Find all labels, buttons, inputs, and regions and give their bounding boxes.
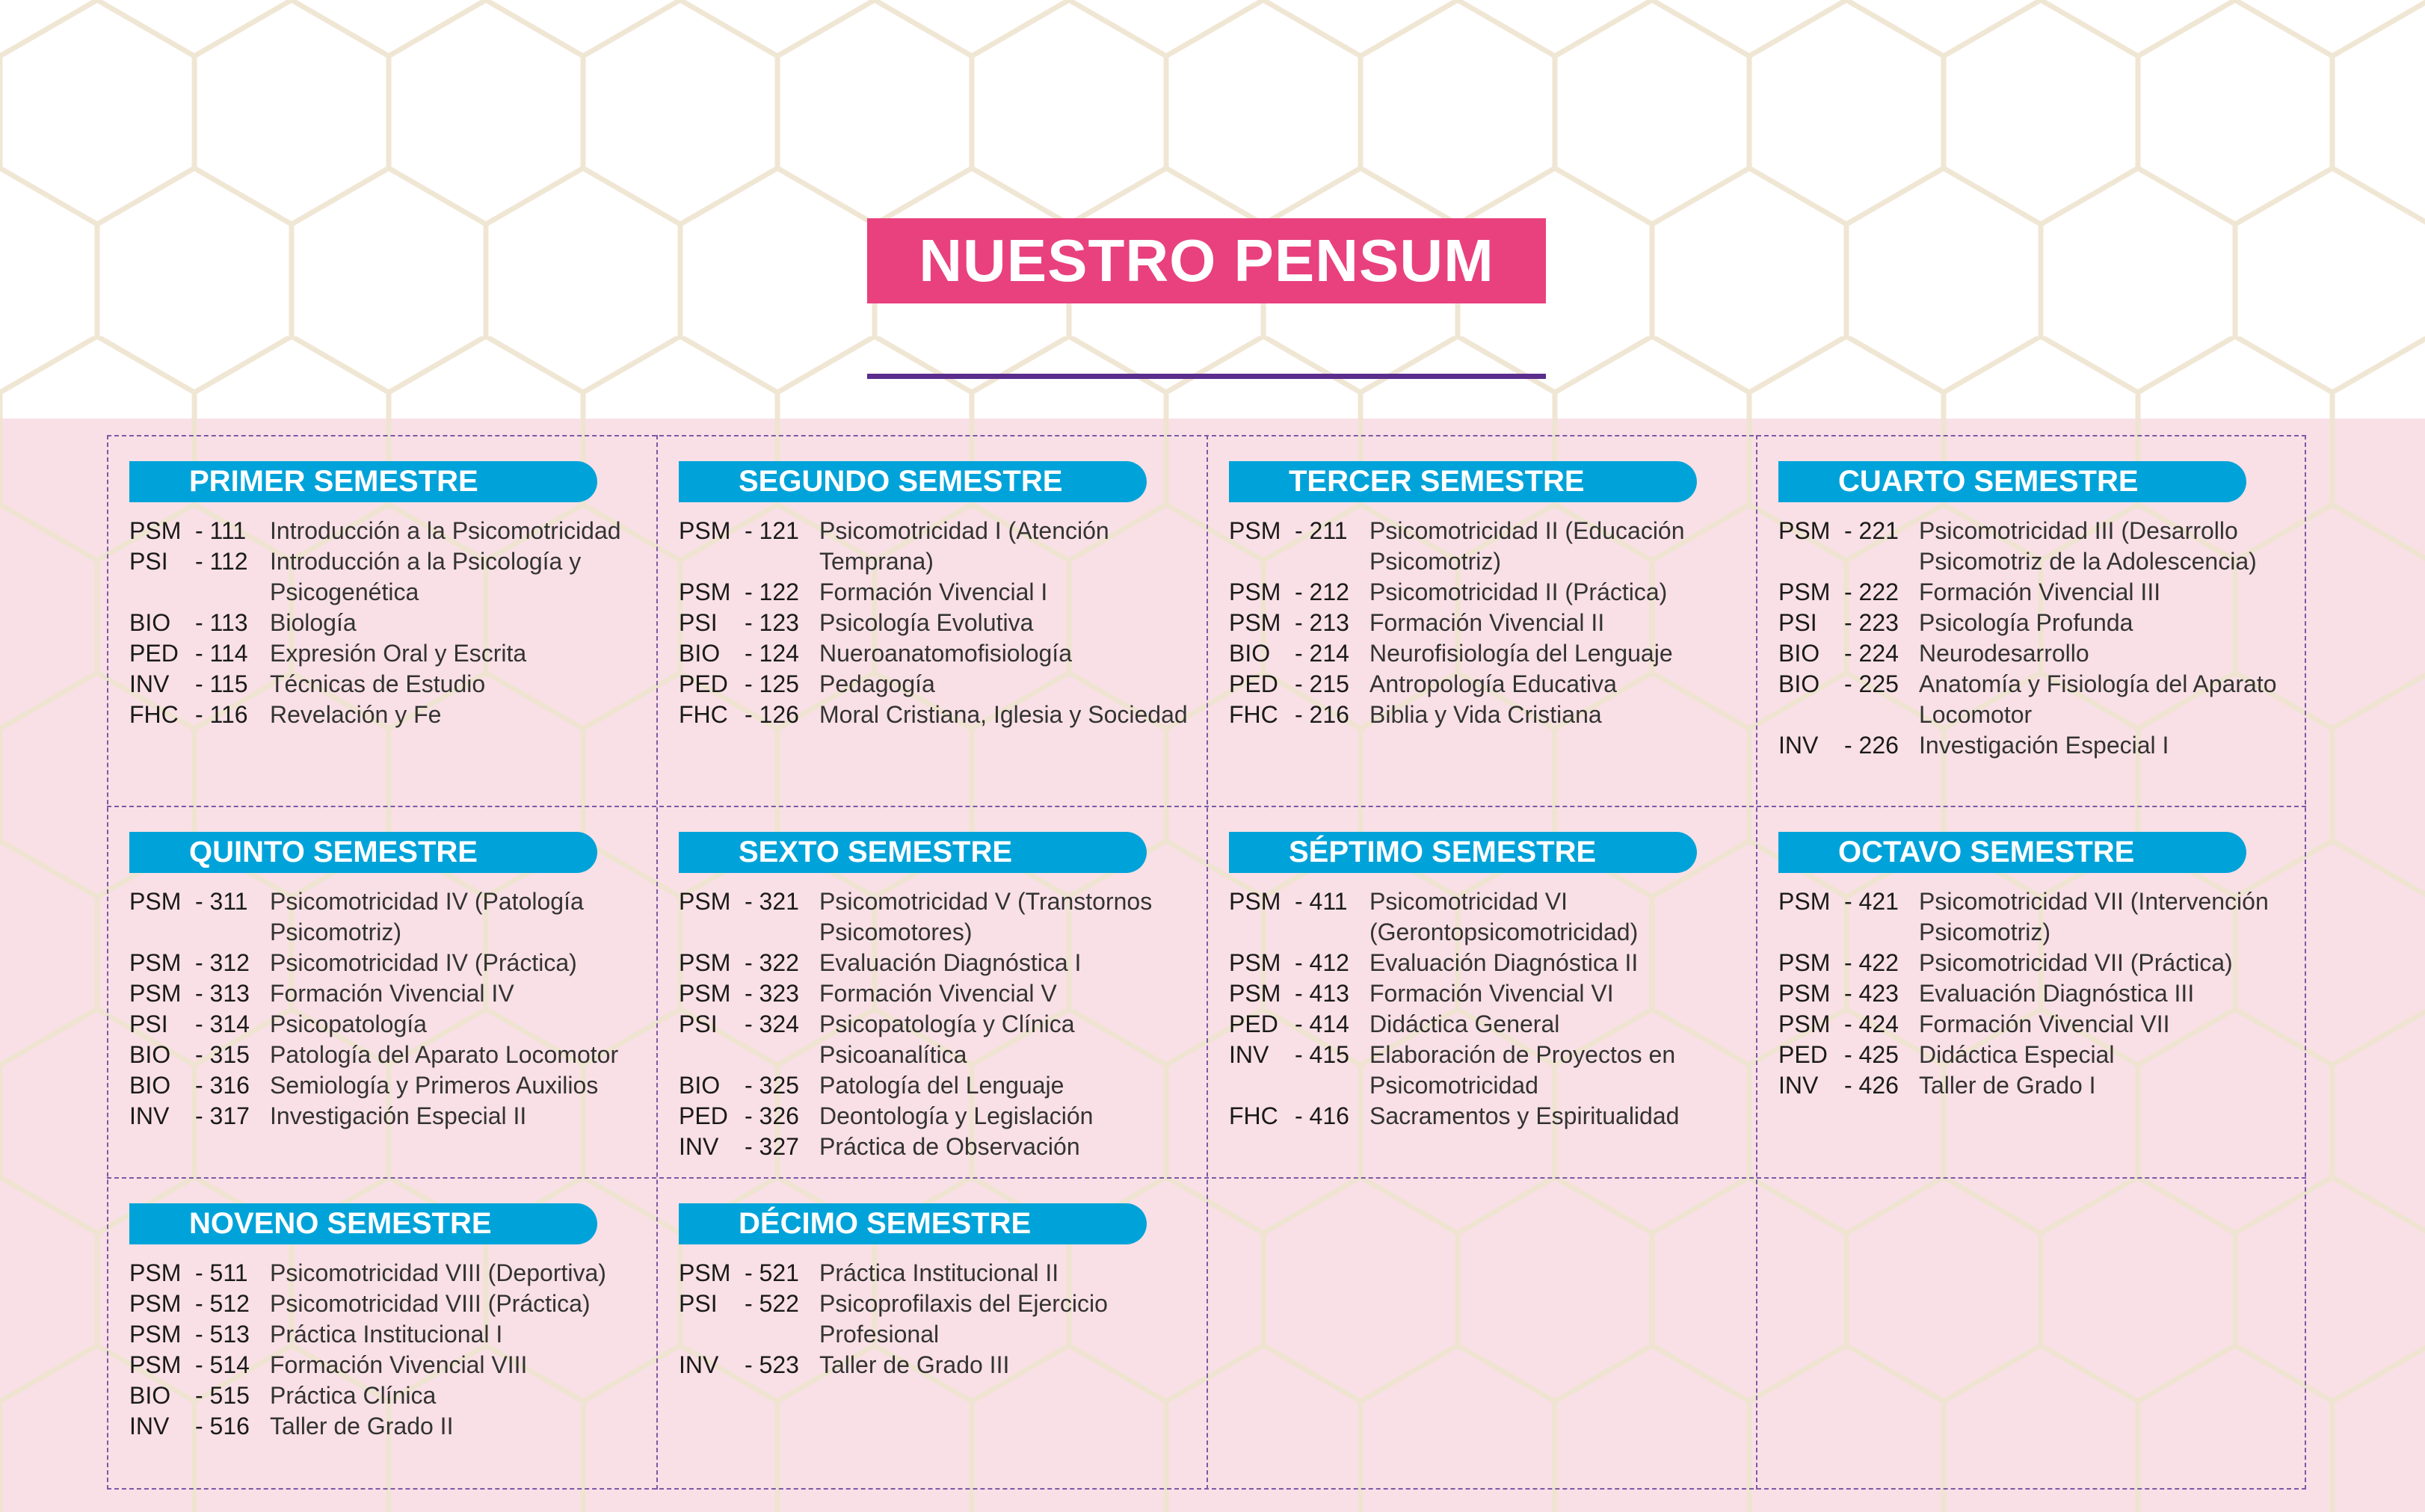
grid-divider-col-1	[656, 435, 658, 1490]
course-row	[1229, 978, 1745, 1009]
course-number: - 324	[745, 1010, 799, 1037]
course-row	[129, 1040, 645, 1070]
course-code: PSM	[1229, 517, 1281, 544]
course-row	[1778, 1009, 2294, 1040]
course-code: PSI	[1778, 609, 1817, 636]
course-name: Introducción a la Psicomotricidad	[270, 517, 621, 544]
course-number: - 515	[195, 1382, 250, 1409]
course-row	[679, 1009, 1195, 1070]
course-row	[1229, 948, 1745, 978]
course-number: - 523	[745, 1351, 799, 1378]
course-list	[129, 516, 645, 730]
course-code: PSM	[1778, 980, 1831, 1007]
grid-divider-col-3	[1756, 435, 1757, 1490]
semester-header: TERCER SEMESTRE	[1229, 461, 1697, 502]
course-row	[129, 978, 645, 1009]
course-row	[129, 608, 645, 638]
course-code: PSM	[1778, 517, 1831, 544]
course-name: Psicomotricidad IV (Práctica)	[270, 949, 577, 976]
course-number: - 412	[1295, 949, 1349, 976]
course-name: Pedagogía	[819, 670, 935, 697]
course-number: - 315	[195, 1041, 250, 1068]
course-number: - 215	[1295, 670, 1349, 697]
course-row	[129, 1319, 645, 1350]
course-name: Sacramentos y Espiritualidad	[1369, 1102, 1680, 1129]
course-row	[1229, 886, 1745, 948]
course-code: PSM	[1778, 949, 1831, 976]
course-name: Práctica Institucional II	[819, 1259, 1059, 1286]
course-name: Evaluación Diagnóstica I	[819, 949, 1082, 976]
course-number: - 522	[745, 1290, 799, 1317]
course-row	[1229, 1009, 1745, 1040]
course-number: - 314	[195, 1010, 250, 1037]
course-row	[1229, 1101, 1745, 1132]
course-code: FHC	[1229, 1102, 1278, 1129]
course-code: BIO	[1778, 640, 1820, 667]
course-number: - 114	[195, 640, 248, 667]
course-row	[129, 1258, 645, 1289]
course-row	[679, 577, 1195, 608]
course-number: - 224	[1844, 640, 1899, 667]
course-number: - 321	[745, 888, 799, 915]
course-code: PSM	[1778, 578, 1831, 605]
course-name: Antropología Educativa	[1369, 670, 1617, 697]
course-row	[679, 608, 1195, 638]
course-name: Técnicas de Estudio	[270, 670, 486, 697]
course-number: - 423	[1844, 980, 1899, 1007]
course-code: INV	[679, 1133, 719, 1160]
course-number: - 313	[195, 980, 250, 1007]
course-name: Formación Vivencial II	[1369, 609, 1605, 636]
course-name: Patología del Lenguaje	[819, 1072, 1064, 1099]
course-name: Formación Vivencial I	[819, 578, 1048, 605]
course-name: Biblia y Vida Cristiana	[1369, 701, 1602, 728]
course-code: PSM	[1778, 888, 1831, 915]
course-number: - 223	[1844, 609, 1899, 636]
course-number: - 511	[195, 1259, 248, 1286]
course-row	[679, 1101, 1195, 1132]
course-number: - 225	[1844, 670, 1899, 697]
course-row	[679, 1258, 1195, 1289]
course-row	[679, 1350, 1195, 1380]
course-list	[679, 886, 1195, 1162]
course-name: Nueroanatomofisiología	[819, 640, 1072, 667]
course-code: PED	[1229, 1010, 1278, 1037]
course-name: Revelación y Fe	[270, 701, 442, 728]
course-code: PSM	[129, 1351, 182, 1378]
course-name: Psicopatología	[270, 1010, 427, 1037]
course-name: Psicomotricidad VIII (Práctica)	[270, 1290, 591, 1317]
course-row	[679, 1289, 1195, 1350]
course-name: Expresión Oral y Escrita	[270, 640, 527, 667]
course-code: INV	[1778, 1072, 1819, 1099]
course-row	[129, 1289, 645, 1319]
course-code: PSM	[129, 1321, 182, 1348]
course-name: Psicopatología y Clínica Psicoanalítica	[819, 1010, 1075, 1068]
course-number: - 226	[1844, 732, 1899, 759]
course-number: - 111	[195, 517, 247, 544]
course-name: Formación Vivencial VIII	[270, 1351, 528, 1378]
course-code: INV	[129, 1413, 170, 1440]
course-row	[129, 546, 645, 608]
course-number: - 214	[1295, 640, 1349, 667]
course-row	[1778, 886, 2294, 948]
course-row	[679, 638, 1195, 669]
course-name: Psicología Evolutiva	[819, 609, 1034, 636]
course-code: INV	[679, 1351, 719, 1378]
course-code: PSM	[129, 888, 182, 915]
course-number: - 316	[195, 1072, 250, 1099]
course-row	[1778, 730, 2294, 761]
course-number: - 213	[1295, 609, 1349, 636]
course-code: BIO	[129, 1382, 171, 1409]
course-row	[1778, 577, 2294, 608]
course-name: Taller de Grado II	[270, 1413, 454, 1440]
course-row	[1229, 577, 1745, 608]
course-list	[679, 516, 1195, 730]
course-number: - 411	[1295, 888, 1348, 915]
course-number: - 113	[195, 609, 248, 636]
course-row	[129, 700, 645, 730]
course-row	[1229, 1040, 1745, 1101]
course-row	[1229, 638, 1745, 669]
course-name: Psicología Profunda	[1919, 609, 2133, 636]
course-name: Práctica Institucional I	[270, 1321, 503, 1348]
course-code: PSM	[1229, 578, 1281, 605]
course-name: Moral Cristiana, Iglesia y Sociedad	[819, 701, 1188, 728]
course-number: - 125	[745, 670, 799, 697]
course-number: - 424	[1844, 1010, 1899, 1037]
course-code: BIO	[679, 640, 721, 667]
course-name: Elaboración de Proyectos en Psicomotricidad	[1369, 1041, 1676, 1099]
course-code: INV	[1229, 1041, 1269, 1068]
course-number: - 211	[1295, 517, 1348, 544]
course-name: Psicomotricidad II (Práctica)	[1369, 578, 1668, 605]
course-row	[679, 1132, 1195, 1162]
course-number: - 425	[1844, 1041, 1899, 1068]
course-code: PSM	[1229, 888, 1281, 915]
course-code: PED	[1229, 670, 1278, 697]
course-name: Práctica Clínica	[270, 1382, 437, 1409]
grid-divider-col-2	[1207, 435, 1208, 1490]
course-code: PED	[1778, 1041, 1828, 1068]
course-number: - 521	[745, 1259, 799, 1286]
semester-header: PRIMER SEMESTRE	[129, 461, 597, 502]
course-list	[679, 1258, 1195, 1380]
course-name: Formación Vivencial VII	[1919, 1010, 2170, 1037]
course-name: Psicomotricidad II (Educación Psicomotriz)	[1369, 517, 1685, 575]
course-code: BIO	[1778, 670, 1820, 697]
course-name: Formación Vivencial III	[1919, 578, 2161, 605]
course-name: Biología	[270, 609, 357, 636]
course-code: BIO	[129, 609, 171, 636]
course-name: Formación Vivencial VI	[1369, 980, 1614, 1007]
course-number: - 126	[745, 701, 799, 728]
course-row	[129, 1101, 645, 1132]
course-number: - 327	[745, 1133, 799, 1160]
course-code: PSM	[679, 980, 731, 1007]
course-row	[129, 516, 645, 546]
course-row	[1229, 608, 1745, 638]
course-row	[129, 886, 645, 948]
course-number: - 323	[745, 980, 799, 1007]
course-name: Psicomotricidad III (Desarrollo Psicomotriz de la Adolescencia)	[1919, 517, 2257, 575]
course-row	[1778, 948, 2294, 978]
course-name: Didáctica Especial	[1919, 1041, 2115, 1068]
course-number: - 426	[1844, 1072, 1899, 1099]
course-number: - 121	[745, 517, 799, 544]
course-code: PSM	[679, 888, 731, 915]
course-row	[129, 948, 645, 978]
course-code: PSM	[129, 949, 182, 976]
course-code: PSI	[679, 1290, 718, 1317]
course-code: PSM	[1229, 980, 1281, 1007]
course-number: - 221	[1844, 517, 1899, 544]
course-list	[1778, 886, 2294, 1101]
course-name: Psicomotricidad VI (Gerontopsicomotricidad)	[1369, 888, 1639, 945]
course-number: - 212	[1295, 578, 1349, 605]
course-row	[679, 978, 1195, 1009]
course-name: Psicoprofilaxis del Ejercicio Profesional	[819, 1290, 1108, 1348]
course-code: PSI	[679, 1010, 718, 1037]
course-code: PSI	[129, 548, 168, 575]
course-list	[1778, 516, 2294, 761]
course-number: - 312	[195, 949, 250, 976]
semester-header: NOVENO SEMESTRE	[129, 1203, 597, 1244]
course-number: - 512	[195, 1290, 250, 1317]
course-list	[129, 886, 645, 1132]
course-name: Evaluación Diagnóstica II	[1369, 949, 1639, 976]
course-code: PSM	[1229, 949, 1281, 976]
course-number: - 122	[745, 578, 799, 605]
course-row	[129, 669, 645, 700]
course-name: Psicomotricidad VII (Práctica)	[1919, 949, 2233, 976]
course-number: - 416	[1295, 1102, 1349, 1129]
course-row	[129, 638, 645, 669]
course-code: PSM	[1778, 1010, 1831, 1037]
course-list	[1229, 886, 1745, 1132]
semester-header: SEGUNDO SEMESTRE	[679, 461, 1147, 502]
course-number: - 415	[1295, 1041, 1349, 1068]
course-code: PED	[129, 640, 179, 667]
course-name: Psicomotricidad V (Transtornos Psicomotores)	[819, 888, 1153, 945]
semester-header: CUARTO SEMESTRE	[1778, 461, 2246, 502]
course-name: Psicomotricidad IV (Patología Psicomotriz)	[270, 888, 584, 945]
course-row	[679, 516, 1195, 577]
course-code: BIO	[679, 1072, 721, 1099]
course-list	[1229, 516, 1745, 730]
course-row	[1229, 700, 1745, 730]
course-number: - 124	[745, 640, 799, 667]
course-name: Anatomía y Fisiología del Aparato Locomotor	[1919, 670, 2277, 728]
course-name: Investigación Especial II	[270, 1102, 527, 1129]
course-row	[129, 1350, 645, 1380]
course-number: - 414	[1295, 1010, 1349, 1037]
course-code: BIO	[129, 1072, 171, 1099]
course-number: - 413	[1295, 980, 1349, 1007]
course-row	[1778, 669, 2294, 730]
semester-header: SÉPTIMO SEMESTRE	[1229, 832, 1697, 873]
course-name: Investigación Especial I	[1919, 732, 2169, 759]
course-code: PED	[679, 1102, 728, 1129]
course-name: Formación Vivencial V	[819, 980, 1057, 1007]
course-number: - 311	[195, 888, 248, 915]
course-code: PSM	[129, 1290, 182, 1317]
course-name: Neurodesarrollo	[1919, 640, 2089, 667]
course-name: Psicomotricidad VII (Intervención Psicomotriz)	[1919, 888, 2269, 945]
course-code: BIO	[1229, 640, 1271, 667]
course-row	[1778, 978, 2294, 1009]
course-number: - 112	[195, 548, 248, 575]
course-number: - 123	[745, 609, 799, 636]
course-row	[1778, 1040, 2294, 1070]
course-code: INV	[1778, 732, 1819, 759]
course-number: - 116	[195, 701, 248, 728]
course-row	[129, 1009, 645, 1040]
course-number: - 216	[1295, 701, 1349, 728]
course-name: Práctica de Observación	[819, 1133, 1080, 1160]
course-list	[129, 1258, 645, 1442]
course-name: Didáctica General	[1369, 1010, 1560, 1037]
course-code: PSI	[679, 609, 718, 636]
course-name: Taller de Grado I	[1919, 1072, 2096, 1099]
course-code: PSM	[129, 517, 182, 544]
course-row	[1778, 608, 2294, 638]
course-row	[129, 1070, 645, 1101]
course-row	[129, 1411, 645, 1442]
course-code: PSM	[679, 517, 731, 544]
semester-header: DÉCIMO SEMESTRE	[679, 1203, 1147, 1244]
course-number: - 514	[195, 1351, 250, 1378]
course-code: PSM	[129, 1259, 182, 1286]
course-number: - 422	[1844, 949, 1899, 976]
semester-header: SEXTO SEMESTRE	[679, 832, 1147, 873]
course-code: PED	[679, 670, 728, 697]
page-title: NUESTRO PENSUM	[867, 218, 1546, 303]
course-code: PSM	[679, 949, 731, 976]
course-row	[679, 886, 1195, 948]
course-number: - 322	[745, 949, 799, 976]
course-number: - 115	[195, 670, 248, 697]
course-name: Introducción a la Psicología y Psicogenética	[270, 548, 582, 605]
course-code: FHC	[129, 701, 179, 728]
course-code: PSI	[129, 1010, 168, 1037]
course-row	[129, 1380, 645, 1411]
course-name: Psicomotricidad I (Atención Temprana)	[819, 517, 1109, 575]
course-name: Formación Vivencial IV	[270, 980, 514, 1007]
course-row	[1778, 516, 2294, 577]
course-code: FHC	[1229, 701, 1278, 728]
course-row	[679, 948, 1195, 978]
semester-header: QUINTO SEMESTRE	[129, 832, 597, 873]
course-number: - 222	[1844, 578, 1899, 605]
course-name: Neurofisiología del Lenguaje	[1369, 640, 1673, 667]
course-row	[679, 1070, 1195, 1101]
course-row	[679, 700, 1195, 730]
course-name: Taller de Grado III	[819, 1351, 1010, 1378]
course-row	[679, 669, 1195, 700]
course-code: BIO	[129, 1041, 171, 1068]
semester-header: OCTAVO SEMESTRE	[1778, 832, 2246, 873]
course-code: PSM	[1229, 609, 1281, 636]
course-row	[1778, 638, 2294, 669]
course-row	[1229, 516, 1745, 577]
course-number: - 421	[1844, 888, 1899, 915]
course-number: - 326	[745, 1102, 799, 1129]
title-underline	[867, 374, 1546, 379]
course-name: Patología del Aparato Locomotor	[270, 1041, 619, 1068]
course-code: INV	[129, 1102, 170, 1129]
course-code: PSM	[129, 980, 182, 1007]
course-name: Evaluación Diagnóstica III	[1919, 980, 2195, 1007]
course-number: - 513	[195, 1321, 250, 1348]
course-number: - 317	[195, 1102, 250, 1129]
course-row	[1778, 1070, 2294, 1101]
course-number: - 325	[745, 1072, 799, 1099]
course-name: Psicomotricidad VIII (Deportiva)	[270, 1259, 606, 1286]
course-code: PSM	[679, 578, 731, 605]
course-name: Semiología y Primeros Auxilios	[270, 1072, 599, 1099]
course-code: INV	[129, 670, 170, 697]
course-code: PSM	[679, 1259, 731, 1286]
course-number: - 516	[195, 1413, 250, 1440]
course-name: Deontología y Legislación	[819, 1102, 1094, 1129]
course-code: FHC	[679, 701, 728, 728]
course-row	[1229, 669, 1745, 700]
